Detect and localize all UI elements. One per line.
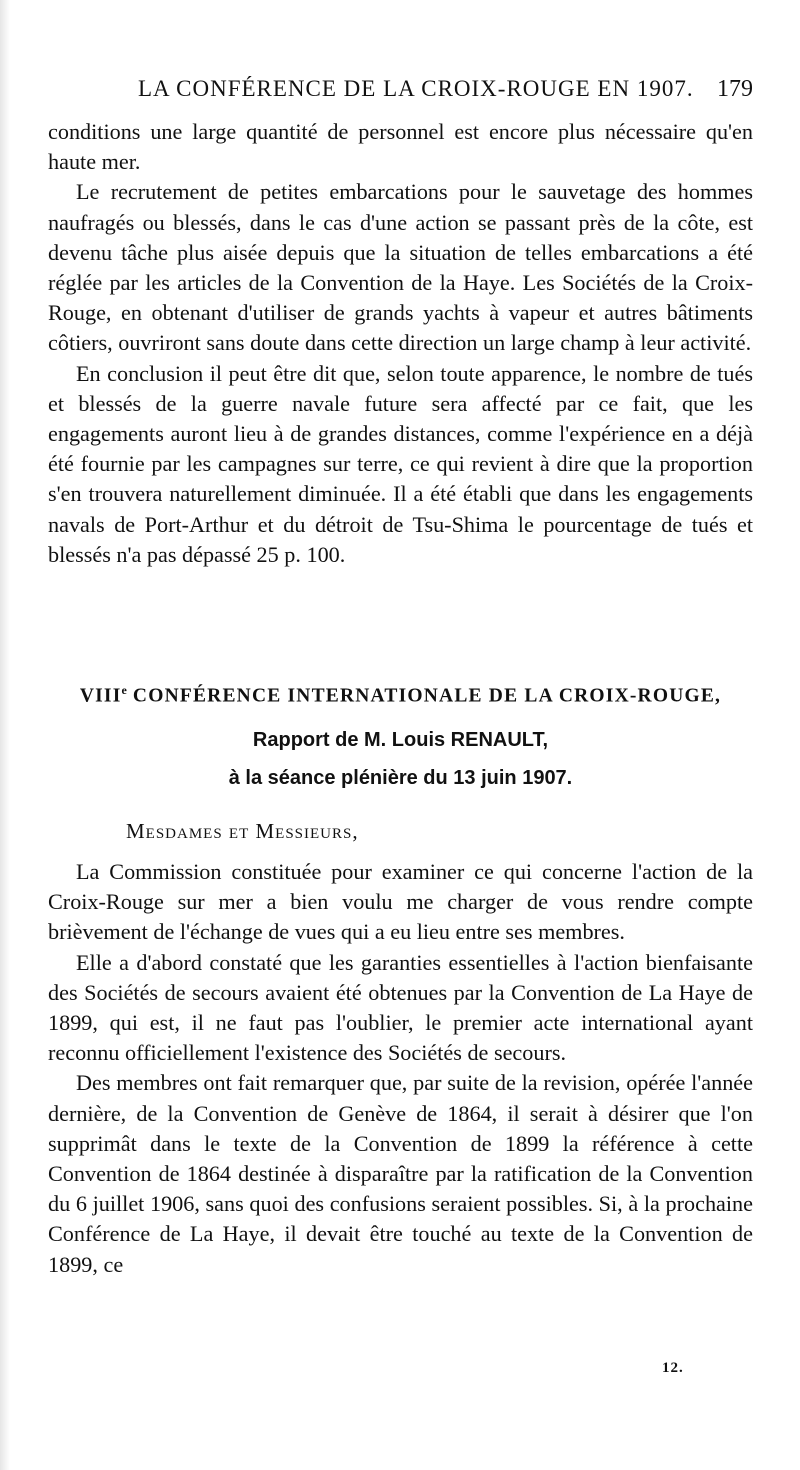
paragraph: conditions une large quantité de personnel est encore plus nécessaire qu'en haute mer.	[48, 119, 753, 175]
report-text	[48, 857, 753, 1280]
section-title: CONFÉRENCE INTERNATIONALE DE LA CROIX-ROUGE,	[132, 685, 722, 707]
paragraph: En conclusion il peut être dit que, selon toute apparence, le nombre de tués et blessés de la guerre navale future sera affecté par ce fait, que les engagements auront lieu à de grandes distances, comme l'expérience en a déjà été fournie par les campagnes sur terre, ce qui revient à dire que la proportion s'en trouvera naturellement diminuée. Il a été établi que dans les engagements navals de Port-Arthur et du détroit de Tsu-Shima le pourcentage de tués et blessés n'a pas dépassé 25 p. 100.	[48, 360, 753, 567]
paragraph: La Commission constituée pour examiner ce qui concerne l'action de la Croix-Rouge sur mer a bien voulu me charger de vous rendre compte brièvement de l'échange de vues qui a eu lieu entre ses membres.	[48, 859, 753, 945]
paragraph: Elle a d'abord constaté que les garanties essentielles à l'action bienfaisante des Sociétés de secours avaient été obtenues par la Convention de La Haye de 1899, qui est, il ne faut pas l'oublier, le premier acte international ayant reconnu officiellement l'existence des Sociétés de secours.	[48, 949, 753, 1066]
section-ordinal: VIII	[79, 685, 122, 707]
section-heading	[48, 683, 753, 708]
page-number: 179	[717, 76, 753, 102]
report-date-line: à la séance plénière du 13 juin 1907.	[228, 767, 573, 789]
running-title: LA CONFÉRENCE DE LA CROIX-ROUGE EN 1907.	[138, 76, 694, 101]
scan-edge-shadow	[0, 0, 10, 1470]
running-header	[48, 76, 753, 110]
report-author-line: Rapport de M. Louis RENAULT,	[252, 729, 549, 751]
salutation: Mesdames et Messieurs,	[126, 819, 359, 843]
continuation-text	[48, 117, 753, 570]
paragraph: Le recrutement de petites embarcations pour le sauvetage des hommes naufragés ou blessés, dans le cas d'une action se passant près de la côte, est devenu tâche plus aisée depuis que la situation de telles embarcations a été réglée par les articles de la Convention de la Haye. Les Sociétés de la Croix-Rouge, en obtenant d'utiliser de grands yachts à vapeur et autres bâtiments côtiers, ouvriront sans doute dans cette direction un large champ à leur activité.	[48, 179, 753, 356]
paragraph: Des membres ont fait remarquer que, par suite de la revision, opérée l'année dernière, de la Convention de Genève de 1864, il serait à désirer que l'on supprimât dans le texte de la Convention de 1899 la référence à cette Convention de 1864 destinée à disparaître par la ratification de la Convention du 6 juillet 1906, sans quoi des confusions seraient possibles. Si, à la prochaine Conférence de La Haye, il devait être touché au texte de la Convention de 1899, ce	[48, 1070, 753, 1277]
section-ordinal-suffix: e	[121, 683, 127, 697]
printer-signature-mark: 12.	[662, 1360, 684, 1376]
